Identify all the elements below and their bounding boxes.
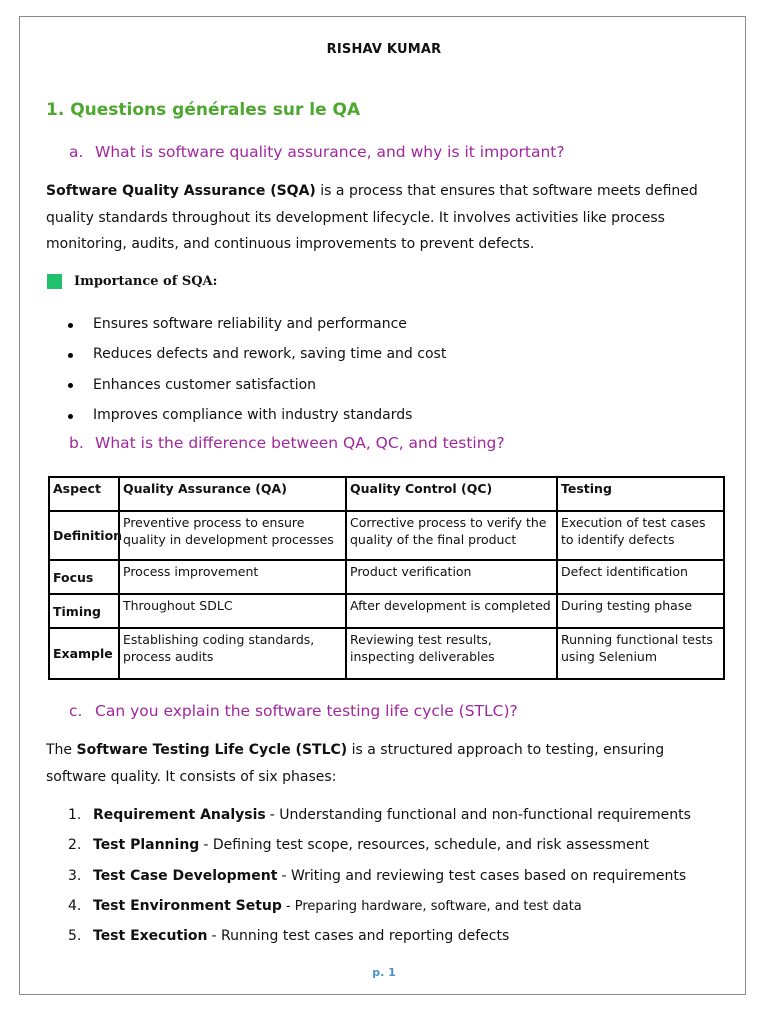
comparison-table [48, 476, 725, 680]
question-c [69, 702, 518, 720]
table-cell: Establishing coding standards, process audits [119, 628, 346, 679]
stlc-steps-list [68, 800, 691, 951]
list-item: Reduces defects and rework, saving time and cost [68, 339, 446, 369]
page-number: p. 1 [372, 966, 396, 979]
question-c-text: Can you explain the software testing life cycle (STLC)? [95, 702, 518, 720]
section-heading: 1. Questions générales sur le QA [46, 100, 361, 120]
list-item: Improves compliance with industry standards [68, 400, 446, 430]
question-a-label: a. [69, 143, 84, 161]
table-row [49, 594, 724, 628]
importance-list [68, 309, 446, 430]
table-header-row [49, 477, 724, 511]
table-header-cell: Quality Control (QC) [346, 477, 557, 511]
sqa-paragraph [46, 178, 726, 258]
question-b [69, 434, 505, 452]
list-item: 1. Requirement Analysis - Understanding functional and non-functional requirements [68, 807, 691, 824]
table-cell: Definition [49, 511, 119, 560]
stlc-definition: is a structured approach to testing, ensuring software quality. It consists of six phases: [46, 742, 665, 785]
question-a [69, 143, 565, 161]
list-item: Ensures software reliability and performance [68, 309, 446, 339]
table-cell: Execution of test cases to identify defects [557, 511, 724, 560]
table-cell: Reviewing test results, inspecting deliverables [346, 628, 557, 679]
stlc-term: Software Testing Life Cycle (STLC) [76, 742, 348, 758]
bullet-icon [68, 383, 73, 388]
question-b-label: b. [69, 434, 84, 452]
table-row [49, 511, 724, 560]
table-header-cell: Testing [557, 477, 724, 511]
stlc-paragraph: The Software Testing Life Cycle (STLC) is a structured approach to testing, ensuring software quality. It consists of six phases: [46, 742, 665, 785]
list-item: 5. Test Execution - Running test cases and reporting defects [68, 928, 510, 945]
importance-title: Importance of SQA: [74, 274, 218, 289]
table-cell: Process improvement [119, 560, 346, 594]
table-header-cell: Aspect [49, 477, 119, 511]
list-item: Enhances customer satisfaction [68, 370, 446, 400]
table-cell: After development is completed [346, 594, 557, 628]
bullet-icon [68, 323, 73, 328]
table-cell: During testing phase [557, 594, 724, 628]
question-c-label: c. [69, 702, 83, 720]
sqa-definition: is a process that ensures that software meets defined quality standards throughout its development lifecycle. It involves activities like process monitoring, audits, and continuous improvements to prevent defects. [46, 183, 698, 252]
table-cell: Corrective process to verify the quality of the final product [346, 511, 557, 560]
table-cell: Throughout SDLC [119, 594, 346, 628]
bullet-icon [68, 414, 73, 419]
question-b-text: What is the difference between QA, QC, and testing? [95, 434, 505, 452]
table-cell: Defect identification [557, 560, 724, 594]
sqa-term: Software Quality Assurance (SQA) [46, 183, 316, 199]
list-item: 3. Test Case Development - Writing and reviewing test cases based on requirements [68, 867, 687, 884]
bullet-icon [68, 353, 73, 358]
table-header-cell: Quality Assurance (QA) [119, 477, 346, 511]
list-item: 4. Test Environment Setup - Preparing hardware, software, and test data [68, 898, 582, 915]
table-cell: Example [49, 628, 119, 679]
table-cell: Product verification [346, 560, 557, 594]
question-a-text: What is software quality assurance, and why is it important? [95, 143, 565, 161]
table-cell: Timing [49, 594, 119, 628]
table-cell: Focus [49, 560, 119, 594]
table-cell: Preventive process to ensure quality in development processes [119, 511, 346, 560]
table-cell: Running functional tests using Selenium [557, 628, 724, 679]
importance-heading [47, 274, 217, 289]
author-name: RISHAV KUMAR [326, 42, 442, 57]
green-square-icon [47, 274, 62, 289]
table-row [49, 560, 724, 594]
list-item: 2. Test Planning - Defining test scope, resources, schedule, and risk assessment [68, 837, 649, 854]
table-row [49, 628, 724, 679]
